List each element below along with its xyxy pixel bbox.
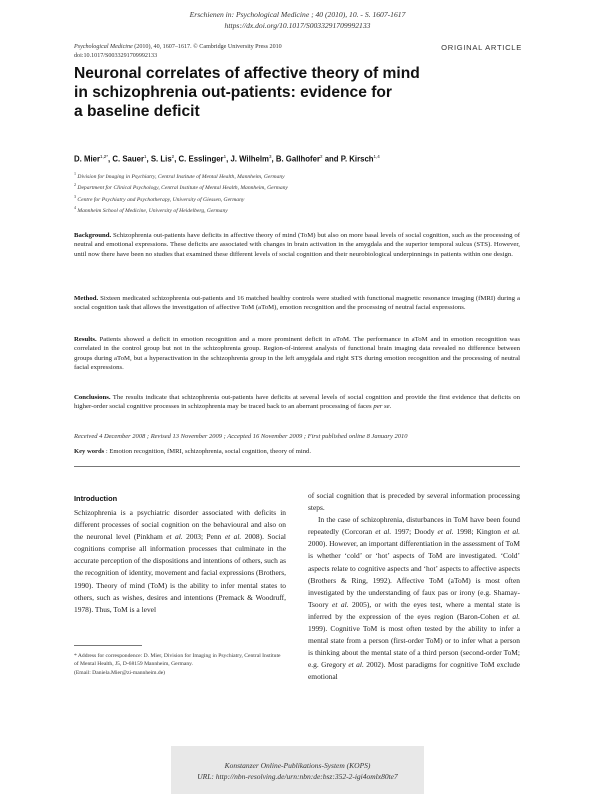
journal-meta: [74, 43, 282, 60]
article-title: [74, 64, 494, 121]
abstract-method-label: Method.: [74, 295, 99, 302]
source-doi-link[interactable]: https://dx.doi.org/10.1017/S0033291709992133: [224, 21, 371, 30]
body-column-right: [308, 490, 520, 684]
author: C. Sauer: [112, 154, 144, 164]
section-label: ORIGINAL ARTICLE: [441, 43, 522, 52]
paragraph: of social cognition that is preceded by several information processing steps.: [308, 491, 520, 513]
body-column-left: [74, 507, 286, 616]
author: P. Kirsch: [340, 154, 374, 164]
author-affiliation-marker: 1,2*: [100, 154, 109, 159]
paragraph: Schizophrenia is a psychiatric disorder associated with deficits in different processes of social cognition on the behavioural and also on the neuronal level (Pinkham et al. 2003; Penn et al. 2008). Social cognitions comprise all information processes that culminate in the accurate perception of the dispositions and intentions of others, such as the recognition of identity, movement and facial expressions (Brothers, 1990). Theory of mind (ToM) is the ability to infer mental states to others, such as wishes, desires and intentions (Premack & Woodruff, 1978). Thus, ToM is a level: [74, 508, 286, 614]
abstract-background: Background. Schizophrenia out-patients have deficits in affective theory of mind (ToM) but also on more basal levels of social cognition, such as the processing of neutral and emotional expressions. These deficits are associated with changes in brain activation in the amygdala and the superior temporal sulcus (STS). However, until now there have been no studies that examined these different levels of social cognition and their neurobiological underpinnings in patients within one design.: [74, 232, 520, 258]
affiliation-list: [74, 170, 288, 215]
article-doi: doi:10.1017/S0033291709992133: [74, 52, 158, 59]
keywords-label: Key words: [74, 448, 105, 455]
abstract-results-label: Results.: [74, 336, 97, 343]
affiliation: $^4$ Mannheim School of Medicine, University of Heidelberg, Germany: [74, 204, 228, 214]
affiliation: $^3$ Centre for Psychiatry and Psychotherapy, University of Giessen, Germany: [74, 193, 245, 203]
abstract-conclusions: Conclusions. The results indicate that schizophrenia out-patients have deficits at several levels of social cognition and provide the first evidence that deficits on higher-order social cognitive processes in schizophrenia may be traced back to an aberrant processing of faces per se.: [74, 394, 520, 411]
abstract-divider: [74, 466, 520, 467]
author: C. Esslinger: [178, 154, 224, 164]
abstract-method: Method. Sixteen medicated schizophrenia out-patients and 16 matched healthy controls were studied with functional magnetic resonance imaging (fMRI) during a social cognition task that allows the investigation of affective ToM (aToM), emotion recognition and the processing of neutral facial expressions.: [74, 295, 520, 312]
author: S. Lis: [150, 154, 172, 164]
author-affiliation-marker: 1: [223, 154, 227, 159]
source-citation-line: Erschienen in: Psychological Medicine ; 40 (2010), 10. - S. 1607-1617: [189, 10, 406, 19]
journal-name: Psychological Medicine: [74, 44, 133, 50]
title-line-1: Neuronal correlates of affective theory of mind: [74, 65, 420, 82]
affiliation: $^1$ Division for Imaging in Psychiatry, Central Institute of Mental Health, Mannheim, Germany: [74, 171, 285, 180]
title-line-2: in schizophrenia out-patients: evidence for: [74, 84, 392, 101]
abstract-background-label: Background.: [74, 232, 112, 239]
correspondence-footnote: * Address for correspondence: D. Mier, Division for Imaging in Psychiatry, Central Institute of Mental Health, J5, D-68159 Mannheim, Germany. (Email: Daniela.Mier@zi-mannheim.de): [74, 652, 286, 677]
author: J. Wilhelm: [230, 154, 269, 164]
section-heading-introduction: Introduction: [74, 494, 118, 503]
author-affiliation-marker: 2: [171, 154, 175, 159]
footnote-divider: [74, 645, 142, 646]
abstract-conclusions-label: Conclusions.: [74, 394, 111, 401]
repository-url[interactable]: URL: http://nbn-resolving.de/urn:nbn:de:bsz:352-2-igi4omlx80te7: [197, 772, 398, 781]
journal-citation: (2010), 40, 1607–1617. © Cambridge University Press 2010: [132, 44, 282, 50]
affiliation: $^2$ Department for Clinical Psychology, Central Institute of Mental Health, Mannheim, Germany: [74, 182, 288, 192]
author: D. Mier: [74, 154, 100, 164]
author-affiliation-marker: 3: [268, 154, 272, 159]
author-affiliation-marker: 2: [320, 154, 323, 159]
author-affiliation-marker: 1,4: [373, 154, 380, 159]
author-list: D. Mier$^{1,2*}$, C. Sauer$^1$, S. Lis$^2$, C. Esslinger$^1$, J. Wilhelm$^3$, B. Gallhofer$^2$ and P. Kirsch$^{1,4}$: [74, 154, 380, 164]
title-line-3: a baseline deficit: [74, 103, 200, 120]
keywords: Key words : Emotion recognition, fMRI, schizophrenia, social cognition, theory of mind.: [74, 448, 311, 455]
author-affiliation-marker: 1: [144, 154, 147, 159]
article-dates: Received 4 December 2008 ; Revised 13 November 2009 ; Accepted 16 November 2009 ; First published online 8 January 2010: [74, 433, 408, 440]
correspondence-email[interactable]: (Email: Daniela.Mier@zi-mannheim.de): [74, 669, 166, 676]
abstract-results: Results. Patients showed a deficit in emotion recognition and a more prominent deficit in aToM. The performance in aToM and in emotion recognition was correlated in the control group but not in the schizophrenia group. Region-of-interest analysis of functional brain imaging data revealed no difference between groups during aToM, but a hyperactivation in the schizophrenia group in the left amygdala and right STS during emotion recognition and the processing of neutral facial expressions.: [74, 336, 520, 372]
repository-name: Konstanzer Online-Publikations-System (KOPS): [224, 761, 371, 770]
author: B. Gallhofer: [275, 154, 321, 164]
repository-footer-box: [171, 746, 424, 794]
paragraph: In the case of schizophrenia, disturbances in ToM have been found repeatedly (Corcoran et al. 1997; Doody et al. 1998; Kington et al. 2000). However, an important differentiation in the assessment of ToM is whether ‘cold’ or ‘hot’ aspects of ToM are investigated. ‘Cold’ aspects relate to cognitive aspects and ‘hot’ aspects to affective aspects (Brothers & Ring, 1992). Affective ToM (aToM) is most often investigated by the understanding of faux pas or irony (e.g. Shamay-Tsoory et al. 2005), or with the eyes test, where a mental state is inferred by the expression of the eyes region (Baron-Cohen et al. 1999). Cognitive ToM is most often tested by the ability to infer a mental state from a person (first-order ToM) or to infer what a person is thinking about the mental state of a third person (second-order ToM; e.g. Gregory et al. 2002). Most paradigms for cognitive ToM exclude emotional: [308, 515, 521, 682]
